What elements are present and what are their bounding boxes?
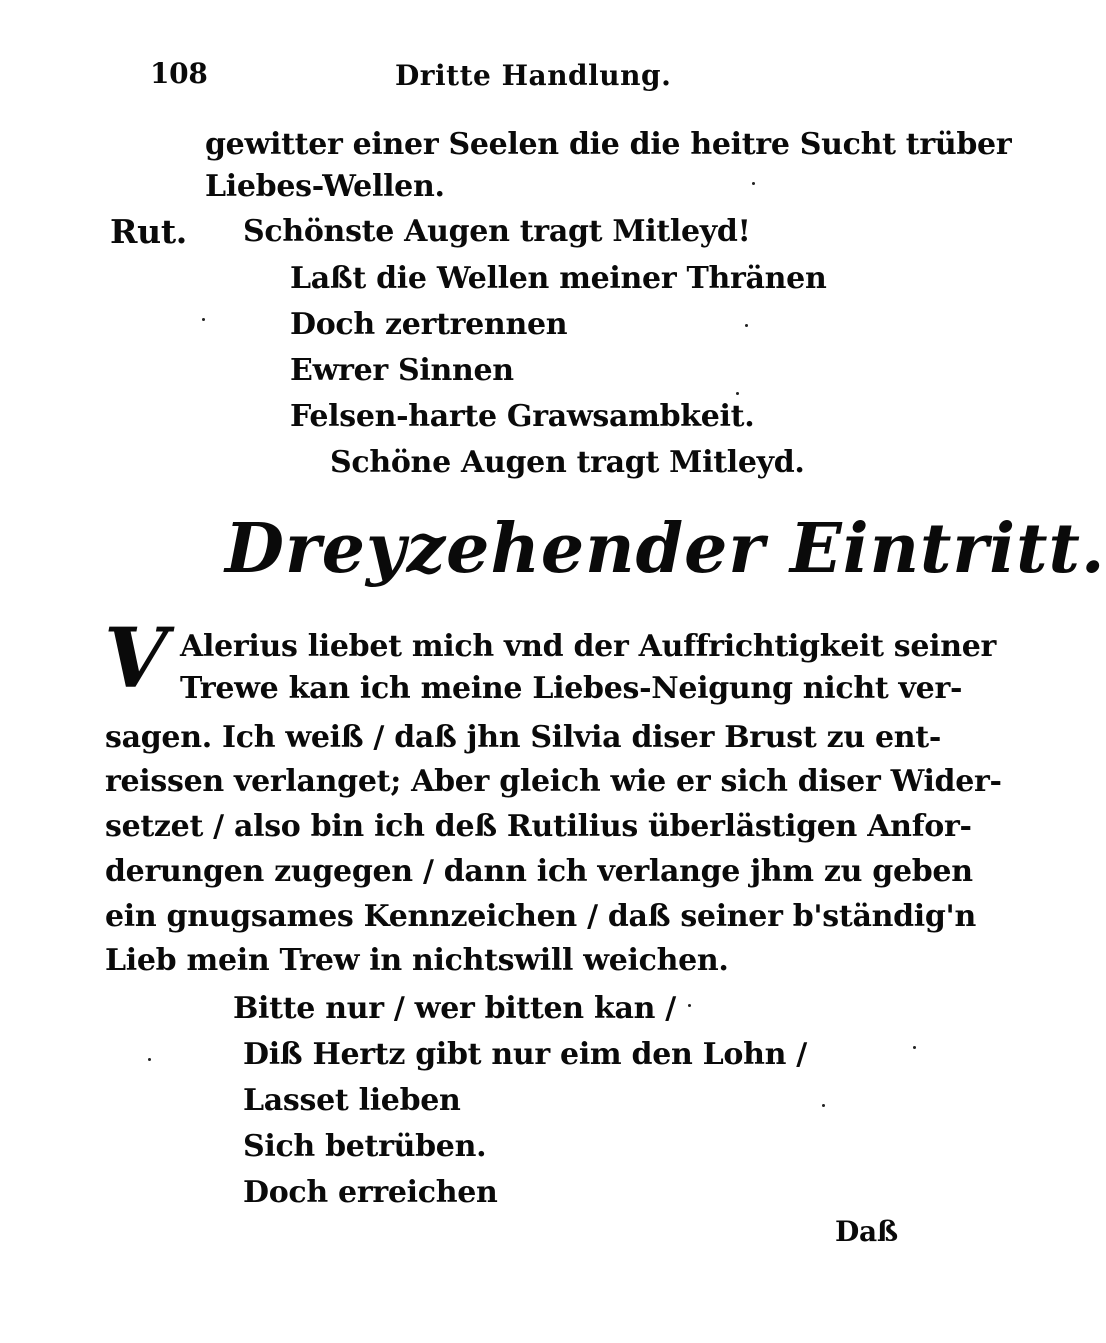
continuation-line: gewitter einer Seelen die die heitre Sucht trüber — [205, 127, 1012, 162]
catchword: Daß — [835, 1215, 898, 1248]
continuation-line: Liebes-Wellen. — [205, 169, 445, 204]
prose-line: ein gnugsames Kennzeichen / daß seiner b'ständig'n — [105, 899, 976, 934]
verse-line: Bitte nur / wer bitten kan / — [233, 991, 676, 1026]
verse-line: Doch erreichen — [243, 1175, 498, 1210]
scan-speck — [745, 324, 748, 327]
prose-line: reissen verlanget; Aber gleich wie er sich diser Wider- — [105, 764, 1002, 799]
scan-speck — [148, 1058, 151, 1061]
prose-line: derungen zugegen / dann ich verlange jhm zu geben — [105, 854, 973, 889]
page-number: 108 — [150, 57, 208, 90]
scan-speck — [736, 392, 739, 395]
scan-speck — [752, 182, 755, 185]
verse-line: Doch zertrennen — [290, 307, 568, 342]
scan-speck — [688, 1004, 691, 1007]
prose-line: sagen. Ich weiß / daß jhn Silvia diser Brust zu ent- — [105, 720, 942, 755]
verse-line: Sich betrüben. — [243, 1129, 487, 1164]
verse-line: Schöne Augen tragt Mitleyd. — [330, 445, 805, 480]
prose-line: setzet / also bin ich deß Rutilius überlästigen Anfor- — [105, 809, 972, 844]
scan-speck — [202, 318, 205, 321]
verse-line: Schönste Augen tragt Mitleyd! — [243, 214, 751, 249]
prose-line: Lieb mein Trew in nichtswill weichen. — [105, 943, 729, 978]
prose-line: Trewe kan ich meine Liebes-Neigung nicht ver- — [180, 671, 963, 706]
running-head: Dritte Handlung. — [395, 59, 672, 92]
verse-line: Ewrer Sinnen — [290, 353, 514, 388]
verse-line: Felsen-harte Grawsambkeit. — [290, 399, 755, 434]
drop-cap: V — [104, 611, 168, 707]
verse-line: Diß Hertz gibt nur eim den Lohn / — [243, 1037, 807, 1072]
scan-speck — [822, 1104, 825, 1107]
prose-line: Alerius liebet mich vnd der Auffrichtigkeit seiner — [180, 629, 997, 664]
verse-line: Laßt die Wellen meiner Thränen — [290, 261, 827, 296]
scan-speck — [913, 1046, 916, 1049]
verse-line: Lasset lieben — [243, 1083, 461, 1118]
scene-heading: Dreyzehender Eintritt. — [225, 509, 1106, 589]
speaker-label: Rut. — [110, 212, 187, 251]
